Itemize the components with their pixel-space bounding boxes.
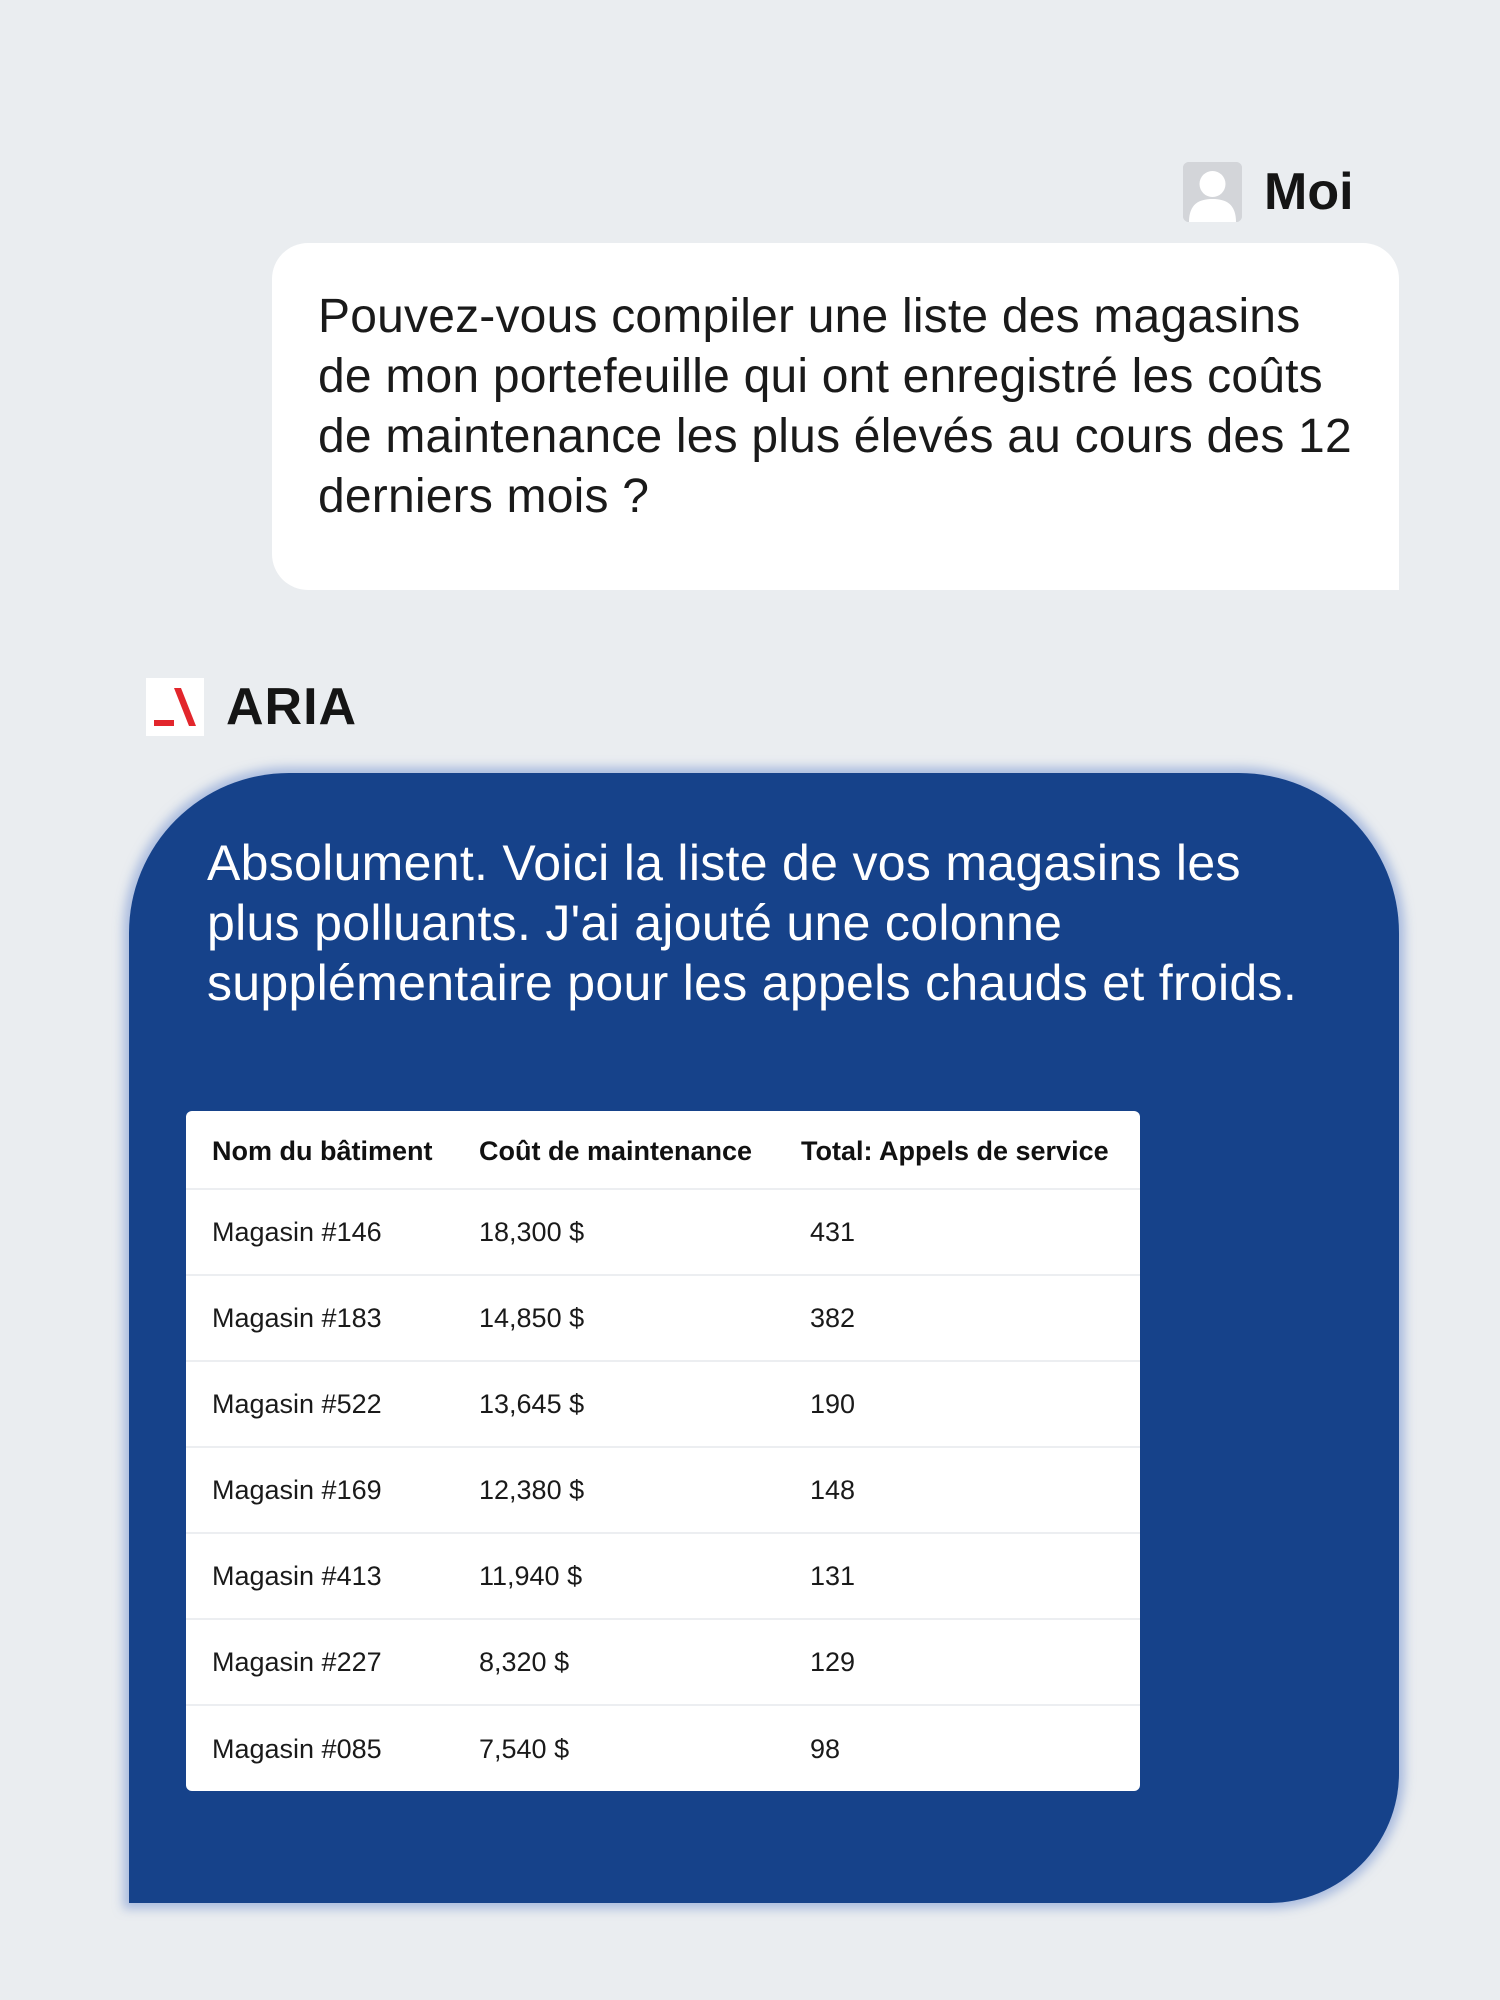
building-name-cell: Magasin #522 — [186, 1361, 479, 1447]
user-avatar-icon — [1183, 162, 1242, 222]
table-row — [186, 1705, 1140, 1791]
service-calls-cell: 431 — [801, 1189, 1140, 1275]
user-header — [1183, 162, 1354, 222]
user-name: Moi — [1264, 163, 1354, 221]
maintenance-table — [186, 1111, 1140, 1791]
assistant-message-text: Absolument. Voici la liste de vos magasins les plus polluants. J'ai ajouté une colonne supplémentaire pour les appels chauds et froids. — [207, 835, 1298, 1011]
column-header: Coût de maintenance — [479, 1111, 801, 1189]
user-message-bubble — [272, 243, 1399, 590]
building-name-cell: Magasin #227 — [186, 1619, 479, 1705]
service-calls-cell: 382 — [801, 1275, 1140, 1361]
service-calls-cell: 98 — [810, 1734, 841, 1764]
table-row — [186, 1275, 1140, 1361]
building-name-cell: Magasin #085 — [212, 1734, 382, 1764]
table-row — [186, 1189, 1140, 1275]
service-calls-cell: 131 — [801, 1533, 1140, 1619]
service-calls-cell: 148 — [801, 1447, 1140, 1533]
maintenance-cost-cell: 14,850 $ — [479, 1275, 801, 1361]
assistant-message-bubble — [129, 773, 1399, 1903]
table-row — [186, 1619, 1140, 1705]
table-row — [186, 1533, 1140, 1619]
maintenance-cost-cell: 7,540 $ — [479, 1734, 570, 1764]
maintenance-cost-cell: 18,300 $ — [479, 1189, 801, 1275]
assistant-name: ARIA — [226, 678, 358, 736]
maintenance-cost-cell: 8,320 $ — [479, 1619, 801, 1705]
service-calls-cell: 129 — [801, 1619, 1140, 1705]
column-header: Nom du bâtiment — [186, 1111, 479, 1189]
maintenance-cost-cell: 12,380 $ — [479, 1447, 801, 1533]
table-header-row — [186, 1111, 1140, 1189]
maintenance-cost-cell: 11,940 $ — [479, 1533, 801, 1619]
column-header: Total: Appels de service — [801, 1111, 1140, 1189]
aria-logo-icon — [146, 678, 204, 736]
building-name-cell: Magasin #169 — [186, 1447, 479, 1533]
service-calls-cell: 190 — [801, 1361, 1140, 1447]
building-name-cell: Magasin #183 — [186, 1275, 479, 1361]
user-message-text: Pouvez-vous compiler une liste des magasins de mon portefeuille qui ont enregistré les coûts de maintenance les plus élevés au cours des 12 derniers mois ? — [318, 290, 1352, 523]
maintenance-cost-cell: 13,645 $ — [479, 1361, 801, 1447]
assistant-header — [146, 677, 357, 737]
table-row — [186, 1447, 1140, 1533]
building-name-cell: Magasin #413 — [186, 1533, 479, 1619]
building-name-cell: Magasin #146 — [186, 1189, 479, 1275]
table-row — [186, 1361, 1140, 1447]
